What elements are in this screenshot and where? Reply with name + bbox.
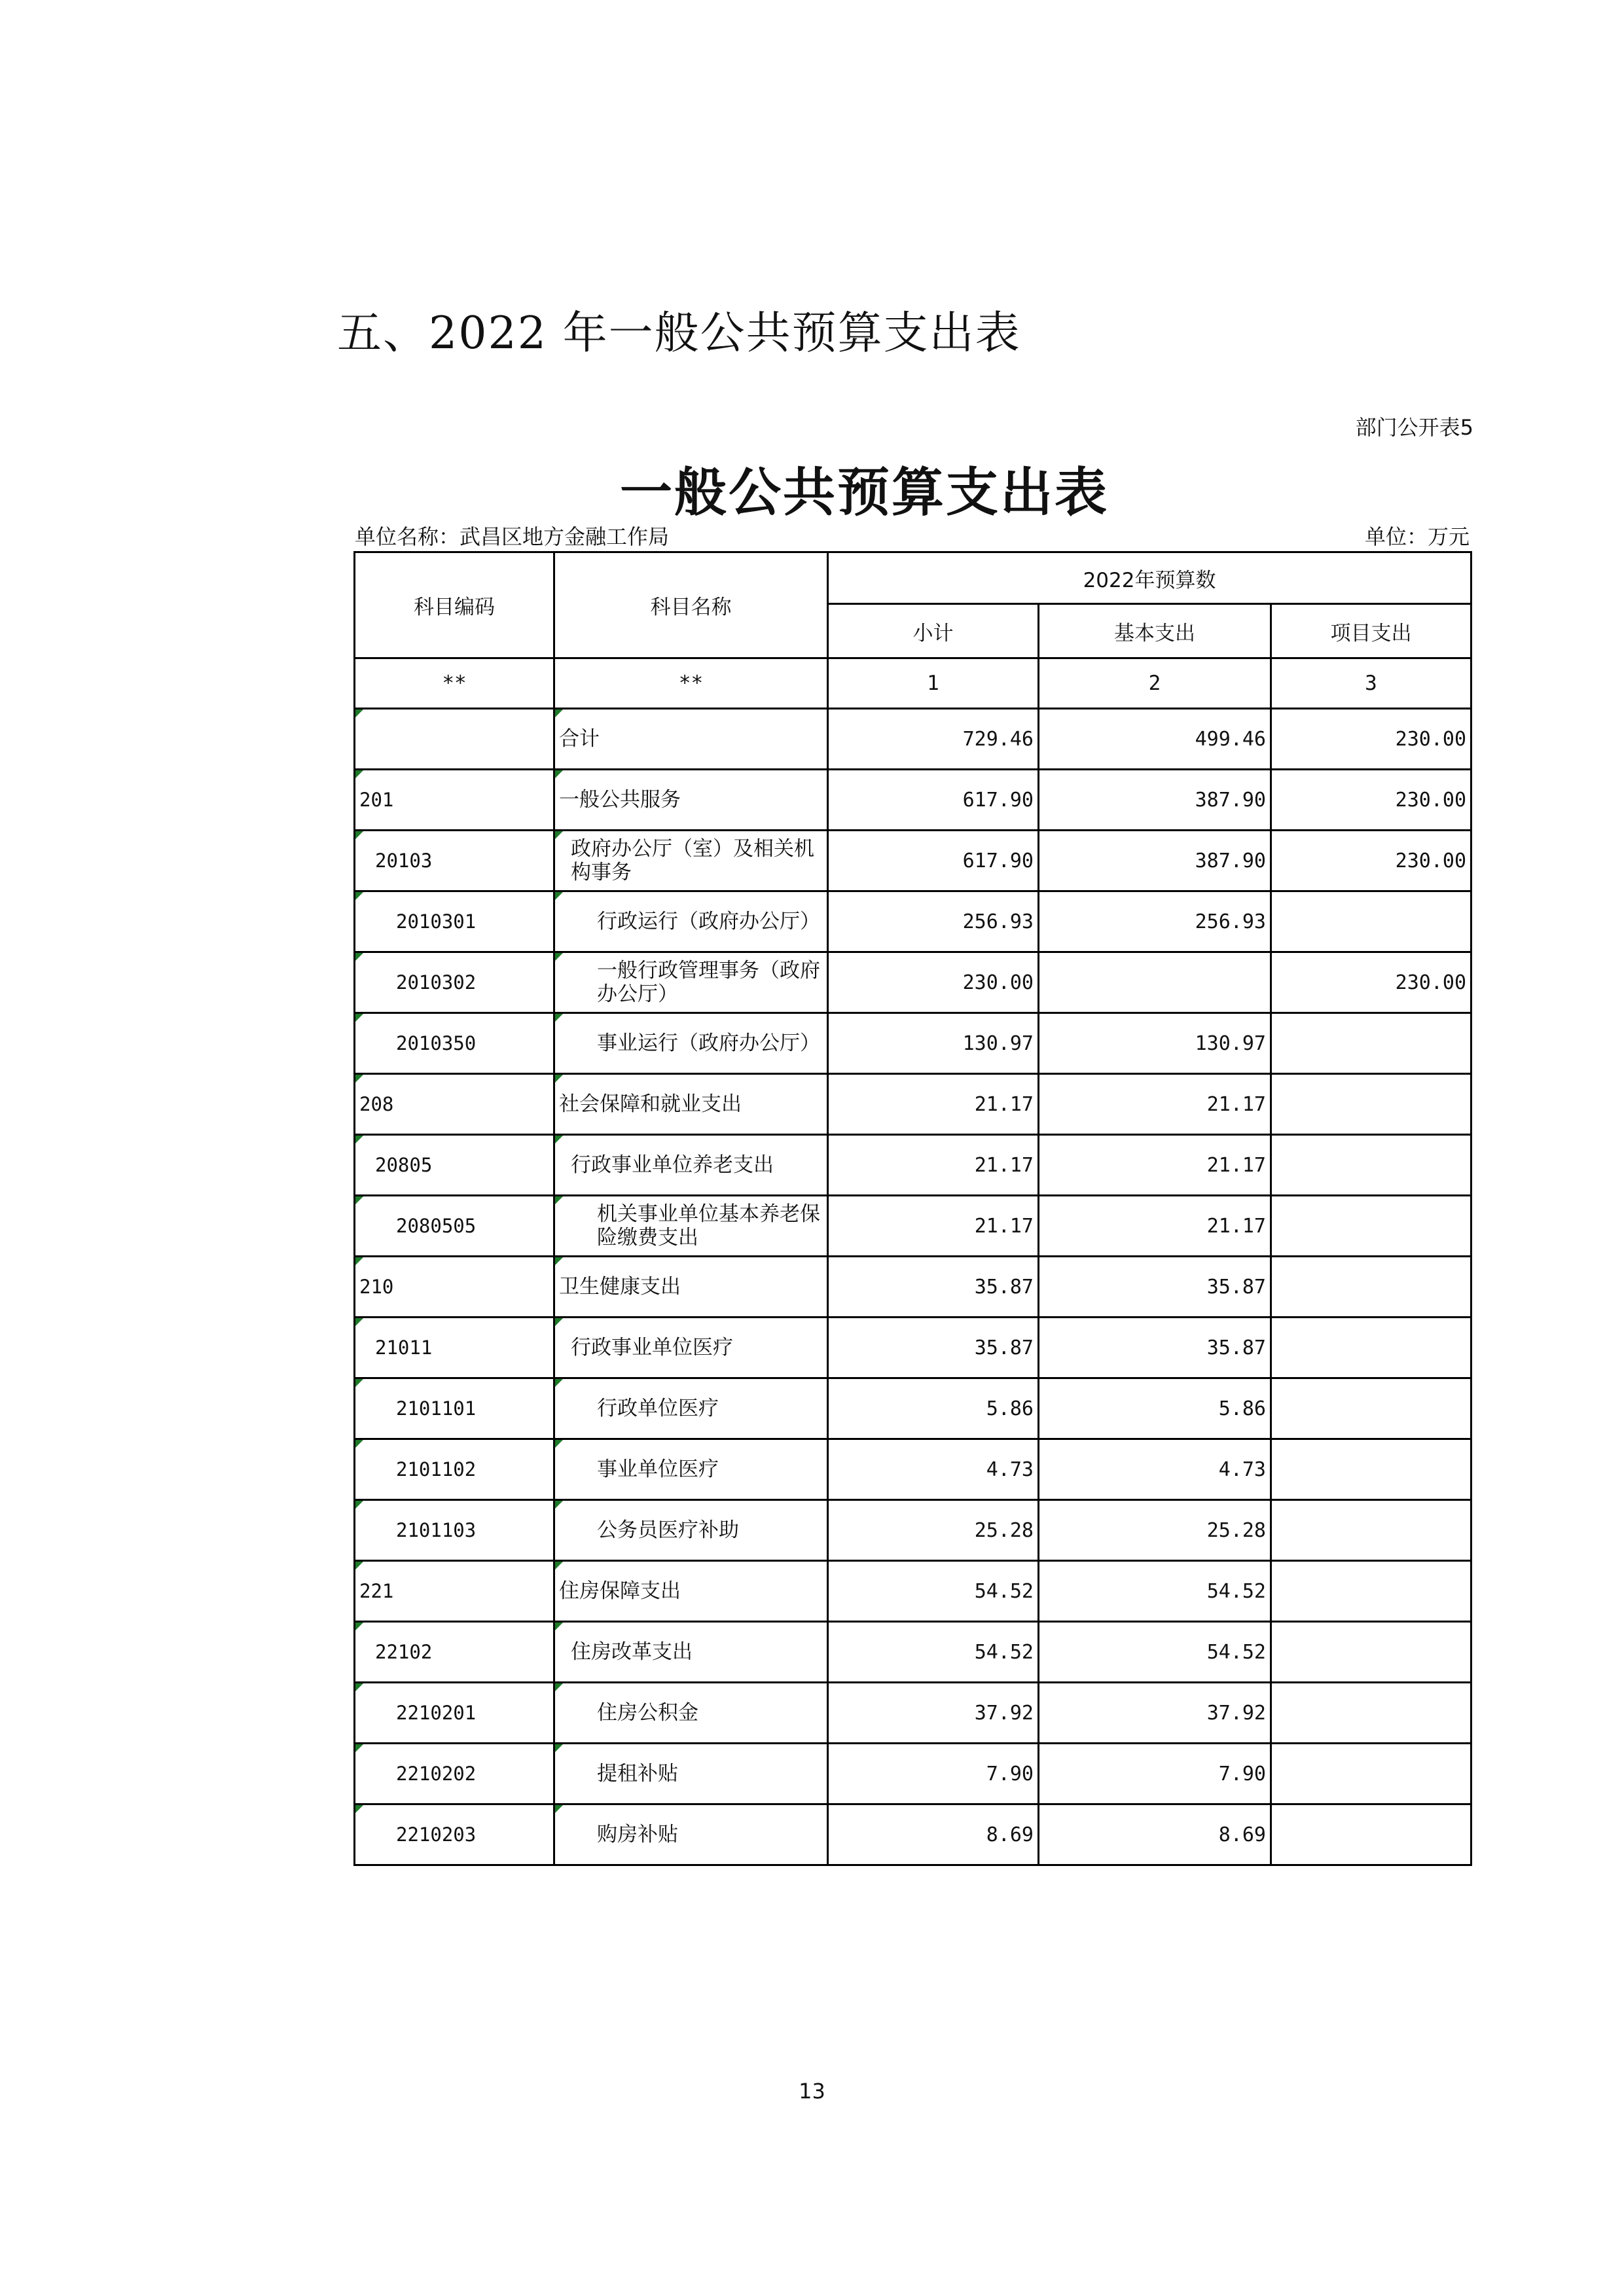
index-cell: 3 <box>1271 658 1471 709</box>
header-name: 科目名称 <box>554 552 828 658</box>
subtotal-cell: 729.46 <box>828 709 1039 770</box>
name-cell: 机关事业单位基本养老保险缴费支出 <box>554 1196 828 1257</box>
basic-cell: 21.17 <box>1039 1135 1271 1196</box>
code-cell: 20103 <box>355 831 554 891</box>
basic-cell: 387.90 <box>1039 770 1271 831</box>
index-cell: 2 <box>1039 658 1271 709</box>
table-row <box>355 1439 1471 1500</box>
code-cell: 221 <box>355 1561 554 1622</box>
unit-label: 单位：万元 <box>1364 524 1470 549</box>
basic-cell: 256.93 <box>1039 891 1271 952</box>
index-cell: ** <box>355 658 554 709</box>
code-cell: 2010302 <box>355 952 554 1013</box>
name-cell: 住房保障支出 <box>554 1561 828 1622</box>
subtotal-cell: 7.90 <box>828 1744 1039 1804</box>
page-number: 13 <box>799 2079 825 2104</box>
code-cell: 201 <box>355 770 554 831</box>
subtotal-cell: 4.73 <box>828 1439 1039 1500</box>
code-cell: 2010301 <box>355 891 554 952</box>
code-cell: 2210201 <box>355 1683 554 1744</box>
project-cell <box>1271 1744 1471 1804</box>
project-cell <box>1271 1074 1471 1135</box>
basic-cell: 5.86 <box>1039 1378 1271 1439</box>
basic-cell: 387.90 <box>1039 831 1271 891</box>
subtotal-cell: 8.69 <box>828 1804 1039 1865</box>
project-cell <box>1271 1439 1471 1500</box>
table-row <box>355 1378 1471 1439</box>
unit-name: 单位名称：武昌区地方金融工作局 <box>355 524 670 549</box>
subtotal-cell: 21.17 <box>828 1135 1039 1196</box>
code-cell <box>355 709 554 770</box>
basic-cell: 4.73 <box>1039 1439 1271 1500</box>
index-cell: ** <box>554 658 828 709</box>
header-basic: 基本支出 <box>1039 604 1271 658</box>
code-cell: 2101102 <box>355 1439 554 1500</box>
table-row <box>355 1561 1471 1622</box>
project-cell <box>1271 1318 1471 1378</box>
name-cell: 行政单位医疗 <box>554 1378 828 1439</box>
name-cell: 卫生健康支出 <box>554 1257 828 1318</box>
basic-cell: 130.97 <box>1039 1013 1271 1074</box>
name-cell: 购房补贴 <box>554 1804 828 1865</box>
basic-cell: 21.17 <box>1039 1074 1271 1135</box>
index-cell: 1 <box>828 658 1039 709</box>
code-cell: 22102 <box>355 1622 554 1683</box>
table-row <box>355 1622 1471 1683</box>
subtotal-cell: 230.00 <box>828 952 1039 1013</box>
table-row <box>355 709 1471 770</box>
basic-cell: 54.52 <box>1039 1622 1271 1683</box>
subtotal-cell: 54.52 <box>828 1622 1039 1683</box>
basic-cell: 8.69 <box>1039 1804 1271 1865</box>
code-cell: 2080505 <box>355 1196 554 1257</box>
table-row <box>355 1683 1471 1744</box>
project-cell: 230.00 <box>1271 770 1471 831</box>
section-heading: 五、2022 年一般公共预算支出表 <box>337 308 1021 359</box>
project-cell <box>1271 1196 1471 1257</box>
table-row <box>355 770 1471 831</box>
name-cell: 事业运行（政府办公厅） <box>554 1013 828 1074</box>
name-cell: 住房公积金 <box>554 1683 828 1744</box>
subtotal-cell: 130.97 <box>828 1013 1039 1074</box>
table-title: 一般公共预算支出表 <box>620 462 1109 523</box>
header-code: 科目编码 <box>355 552 554 658</box>
project-cell <box>1271 1378 1471 1439</box>
name-cell: 行政事业单位养老支出 <box>554 1135 828 1196</box>
subtotal-cell: 21.17 <box>828 1196 1039 1257</box>
code-cell: 2101103 <box>355 1500 554 1561</box>
table-body <box>355 709 1471 1865</box>
name-cell: 合计 <box>554 709 828 770</box>
name-cell: 提租补贴 <box>554 1744 828 1804</box>
header-row <box>355 552 1471 604</box>
header-subtotal: 小计 <box>828 604 1039 658</box>
code-cell: 2210202 <box>355 1744 554 1804</box>
name-cell: 住房改革支出 <box>554 1622 828 1683</box>
subtotal-cell: 256.93 <box>828 891 1039 952</box>
project-cell <box>1271 1561 1471 1622</box>
subtotal-cell: 35.87 <box>828 1257 1039 1318</box>
basic-cell: 21.17 <box>1039 1196 1271 1257</box>
name-cell: 社会保障和就业支出 <box>554 1074 828 1135</box>
name-cell: 行政运行（政府办公厅） <box>554 891 828 952</box>
subtotal-cell: 617.90 <box>828 770 1039 831</box>
project-cell <box>1271 1804 1471 1865</box>
project-cell: 230.00 <box>1271 709 1471 770</box>
table-row <box>355 1196 1471 1257</box>
name-cell: 公务员医疗补助 <box>554 1500 828 1561</box>
table-row <box>355 831 1471 891</box>
code-cell: 21011 <box>355 1318 554 1378</box>
code-cell: 208 <box>355 1074 554 1135</box>
basic-cell: 35.87 <box>1039 1257 1271 1318</box>
code-cell: 2210203 <box>355 1804 554 1865</box>
basic-cell: 25.28 <box>1039 1500 1271 1561</box>
project-cell <box>1271 1257 1471 1318</box>
project-cell: 230.00 <box>1271 952 1471 1013</box>
code-cell: 20805 <box>355 1135 554 1196</box>
unit-row <box>353 520 1470 549</box>
index-row <box>355 658 1471 709</box>
project-cell <box>1271 1500 1471 1561</box>
header-budget-group: 2022年预算数 <box>828 552 1471 604</box>
project-cell <box>1271 1683 1471 1744</box>
subtotal-cell: 5.86 <box>828 1378 1039 1439</box>
table-row <box>355 1744 1471 1804</box>
project-cell <box>1271 1013 1471 1074</box>
name-cell: 一般行政管理事务（政府办公厅） <box>554 952 828 1013</box>
basic-cell: 54.52 <box>1039 1561 1271 1622</box>
subtotal-cell: 21.17 <box>828 1074 1039 1135</box>
code-cell: 210 <box>355 1257 554 1318</box>
project-cell <box>1271 1135 1471 1196</box>
basic-cell: 499.46 <box>1039 709 1271 770</box>
basic-cell: 35.87 <box>1039 1318 1271 1378</box>
subtotal-cell: 25.28 <box>828 1500 1039 1561</box>
basic-cell: 37.92 <box>1039 1683 1271 1744</box>
table-row <box>355 1318 1471 1378</box>
code-cell: 2101101 <box>355 1378 554 1439</box>
basic-cell: 7.90 <box>1039 1744 1271 1804</box>
basic-cell <box>1039 952 1271 1013</box>
subtotal-cell: 37.92 <box>828 1683 1039 1744</box>
table-row <box>355 1135 1471 1196</box>
table-row <box>355 1500 1471 1561</box>
table-row <box>355 891 1471 952</box>
name-cell: 政府办公厅（室）及相关机构事务 <box>554 831 828 891</box>
name-cell: 事业单位医疗 <box>554 1439 828 1500</box>
header-project: 项目支出 <box>1271 604 1471 658</box>
subtotal-cell: 54.52 <box>828 1561 1039 1622</box>
project-cell: 230.00 <box>1271 831 1471 891</box>
budget-table <box>353 551 1472 1866</box>
name-cell: 行政事业单位医疗 <box>554 1318 828 1378</box>
form-code: 部门公开表5 <box>1355 415 1473 440</box>
code-cell: 2010350 <box>355 1013 554 1074</box>
subtotal-cell: 35.87 <box>828 1318 1039 1378</box>
table-row <box>355 1013 1471 1074</box>
project-cell <box>1271 891 1471 952</box>
table-row <box>355 952 1471 1013</box>
project-cell <box>1271 1622 1471 1683</box>
table-row <box>355 1257 1471 1318</box>
name-cell: 一般公共服务 <box>554 770 828 831</box>
subtotal-cell: 617.90 <box>828 831 1039 891</box>
table-row <box>355 1804 1471 1865</box>
table-row <box>355 1074 1471 1135</box>
